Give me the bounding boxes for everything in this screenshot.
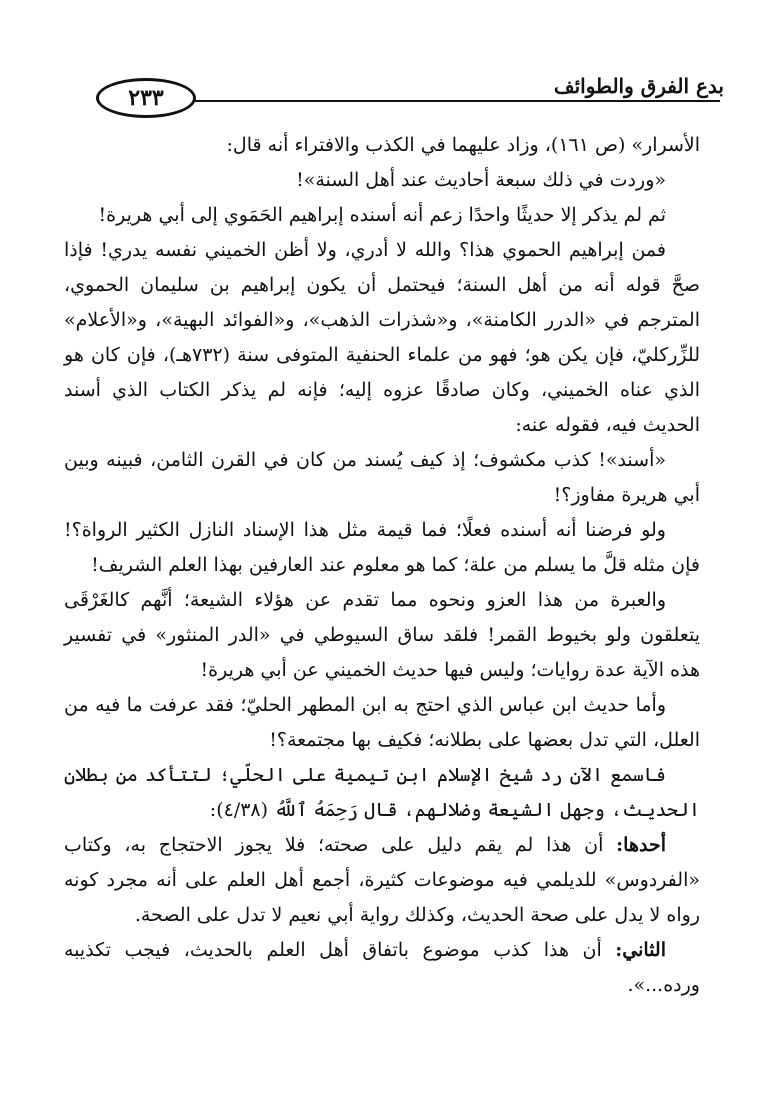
paragraph: «أسند»! كذب مكشوف؛ إذ كيف يُسند من كان في القرن الثامن، فبينه وبين أبي هريرة مفاوز؟!	[64, 449, 700, 506]
paragraph: ثم لم يذكر إلا حديثًا واحدًا زعم أنه أسنده إبراهيم الحَمَوي إلى أبي هريرة!	[98, 204, 666, 226]
quoted-point	[64, 933, 700, 1003]
point-label: أحدها:	[616, 834, 666, 856]
running-header-title: بدع الفرق والطوائف	[553, 74, 724, 98]
paragraph: وأما حديث ابن عباس الذي احتج به ابن المطهر الحليّ؛ فقد عرفت ما فيه من العلل، التي تدل بعضها على بطلانه؛ فكيف بها مجتمعة؟!	[64, 694, 700, 751]
paragraph: الأسرار» (ص ١٦١)، وزاد عليهما في الكذب والافتراء أنه قال:	[226, 134, 700, 156]
paragraph: ولو فرضنا أنه أسنده فعلًا؛ فما قيمة مثل هذا الإسناد النازل الكثير الرواة؟! فإن مثله قلَّ ما يسلم من علة؛ كما هو معلوم عند العارفين بهذا العلم الشريف!	[64, 519, 700, 576]
page-body	[64, 128, 700, 1003]
point-text: أن هذا كذب موضوع باتفاق أهل العلم بالحديث، فيجب تكذيبه ورده...».	[64, 939, 700, 996]
page-number: ٢٣٣	[96, 78, 196, 118]
point-label: الثاني:	[615, 939, 666, 961]
quoted-point	[64, 828, 700, 933]
paragraph: فاسمع الآن رد شيخ الإسلام ابن تيمية على الحلّي؛ لتتأكد من بطلان الحديث، وجهل الشيعة وضلالهم، قال رَحِمَهُ ٱللَّهُ (٤/٣٨):	[64, 764, 700, 821]
paragraph: والعبرة من هذا العزو ونحوه مما تقدم عن هؤلاء الشيعة؛ أنَّهم كالغَرْقَى يتعلقون ولو بخيوط القمر! فلقد ساق السيوطي في «الدر المنثور» في تفسير هذه الآية عدة روايات؛ وليس فيها حديث الخميني عن أبي هريرة!	[64, 589, 700, 681]
paragraph: فمن إبراهيم الحموي هذا؟ والله لا أدري، ولا أظن الخميني نفسه يدري! فإذا صحَّ قوله أنه من أهل السنة؛ فيحتمل أن يكون إبراهيم بن سليمان الحموي، المترجم في «الدرر الكامنة»، و«شذرات الذهب»، و«الفوائد البهية»، و«الأعلام» للزِّركليّ، فإن يكن هو؛ فهو من علماء الحنفية المتوفى سنة (٧٣٢هـ)، فإن كان هو الذي عناه الخميني، وكان صادقًا عزوه إليه؛ فإنه لم يذكر الكتاب الذي أسند الحديث فيه، فقوله عنه:	[64, 239, 700, 436]
paragraph: «وردت في ذلك سبعة أحاديث عند أهل السنة»!	[296, 169, 666, 191]
point-text: أن هذا لم يقم دليل على صحته؛ فلا يجوز الاحتجاج به، وكتاب «الفردوس» للديلمي فيه موضوعات كثيرة، أجمع أهل العلم على أنه مجرد كونه رواه لا يدل على صحة الحديث، وكذلك رواية أبي نعيم لا تدل على الصحة.	[64, 834, 700, 926]
